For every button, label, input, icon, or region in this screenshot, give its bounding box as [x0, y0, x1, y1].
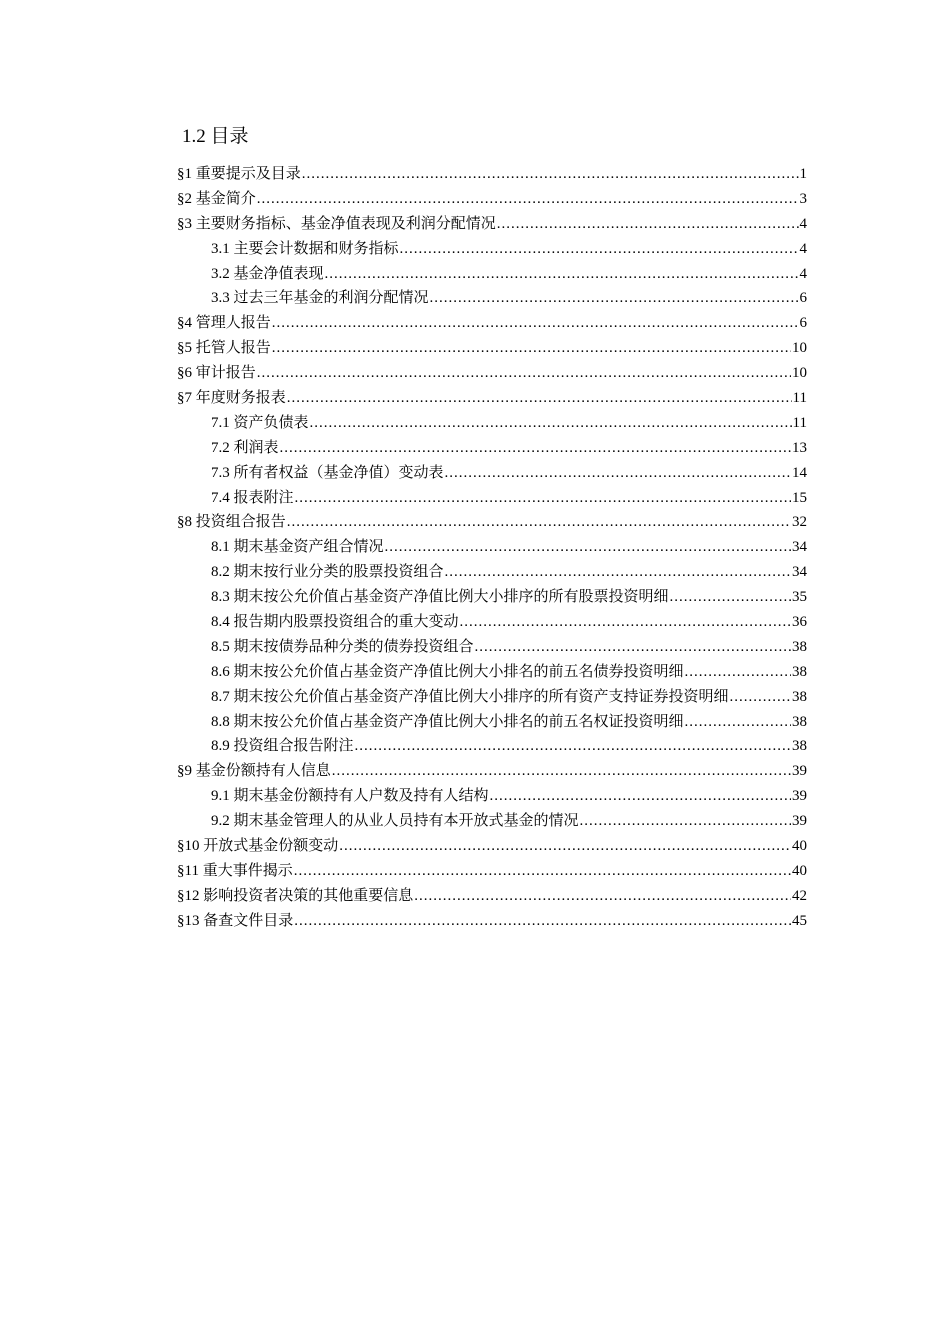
- toc-page-number: 36: [792, 614, 807, 631]
- toc-entry[interactable]: [177, 660, 807, 685]
- toc-entry-label: §12 影响投资者决策的其他重要信息: [177, 887, 414, 904]
- toc-leader-dots: [445, 461, 791, 486]
- toc-page-number: 42: [792, 887, 807, 904]
- toc-leader-dots: [400, 237, 799, 262]
- toc-entry-label: 8.8 期末按公允价值占基金资产净值比例大小排名的前五名权证投资明细: [211, 713, 684, 730]
- toc-entry[interactable]: [177, 610, 807, 635]
- toc-entry[interactable]: [177, 411, 807, 436]
- toc-entry-label: §1 重要提示及目录: [177, 166, 301, 182]
- toc-page-number: 14: [792, 464, 807, 481]
- toc-entry-label: 8.2 期末按行业分类的股票投资组合: [211, 564, 444, 581]
- toc-page-number: 10: [792, 340, 807, 357]
- toc-entry-label: §3 主要财务指标、基金净值表现及利润分配情况: [177, 215, 496, 232]
- toc-leader-dots: [294, 909, 791, 934]
- toc-leader-dots: [355, 734, 791, 759]
- toc-entry[interactable]: [177, 336, 807, 361]
- toc-leader-dots: [685, 660, 791, 685]
- toc-entry[interactable]: [177, 734, 807, 759]
- toc-page-number: 45: [792, 912, 807, 929]
- toc-entry-label: §10 开放式基金份额变动: [177, 838, 339, 855]
- toc-page-number: 34: [792, 539, 807, 556]
- toc-leader-dots: [302, 162, 799, 187]
- toc-page-number: 11: [792, 414, 807, 431]
- toc-leader-dots: [445, 560, 791, 585]
- toc-entry-label: 3.1 主要会计数据和财务指标: [211, 240, 399, 257]
- toc-leader-dots: [670, 585, 791, 610]
- toc-page-number: 40: [792, 838, 807, 855]
- toc-entry[interactable]: [177, 361, 807, 386]
- toc-page-number: 10: [792, 365, 807, 382]
- toc-page-number: 32: [792, 514, 807, 531]
- toc-entry-label: §5 托管人报告: [177, 340, 271, 357]
- toc-leader-dots: [490, 784, 791, 809]
- toc-entry[interactable]: [177, 759, 807, 784]
- toc-leader-dots: [294, 859, 791, 884]
- toc-entry[interactable]: [177, 486, 807, 511]
- toc-entry-label: §7 年度财务报表: [177, 390, 286, 407]
- toc-entry-label: 9.1 期末基金份额持有人户数及持有人结构: [211, 788, 489, 805]
- toc-page-number: 38: [792, 663, 807, 680]
- toc-entry[interactable]: [177, 859, 807, 884]
- toc-entry-label: 7.4 报表附注: [211, 489, 294, 506]
- toc-entry-label: 7.2 利润表: [211, 439, 279, 456]
- toc-page-number: 4: [799, 265, 807, 282]
- toc-entry-label: §9 基金份额持有人信息: [177, 763, 331, 780]
- toc-leader-dots: [339, 834, 791, 859]
- toc-entry-label: §6 审计报告: [177, 365, 256, 382]
- toc-entry[interactable]: [177, 262, 807, 287]
- toc-entry[interactable]: [177, 585, 807, 610]
- toc-entry[interactable]: [177, 237, 807, 262]
- toc-leader-dots: [257, 187, 799, 212]
- toc-entry-label: 3.3 过去三年基金的利润分配情况: [211, 290, 429, 307]
- toc-page-number: 35: [792, 589, 807, 606]
- toc-page-number: 4: [799, 215, 807, 232]
- toc-page-number: 6: [799, 315, 807, 332]
- toc-entry[interactable]: [177, 212, 807, 237]
- toc-entry-label: 8.9 投资组合报告附注: [211, 738, 354, 755]
- toc-page-number: 15: [792, 489, 807, 506]
- toc-page-number: 39: [792, 813, 807, 830]
- toc-leader-dots: [257, 361, 791, 386]
- toc-entry-label: §8 投资组合报告: [177, 514, 286, 531]
- toc-entry[interactable]: [177, 635, 807, 660]
- toc-entry[interactable]: [177, 461, 807, 486]
- toc-page-number: 38: [792, 713, 807, 730]
- toc-leader-dots: [272, 336, 791, 361]
- toc-entry-label: §4 管理人报告: [177, 315, 271, 332]
- toc-page-number: 13: [792, 439, 807, 456]
- toc-leader-dots: [295, 486, 791, 511]
- toc-page-number: 4: [799, 240, 807, 257]
- toc-page-number: 38: [792, 638, 807, 655]
- toc-entry-label: 8.1 期末基金资产组合情况: [211, 539, 384, 556]
- toc-entry-label: 7.1 资产负债表: [211, 414, 309, 431]
- toc-page-number: 39: [792, 788, 807, 805]
- table-of-contents: [177, 162, 807, 934]
- toc-leader-dots: [475, 635, 791, 660]
- toc-entry-label: 8.4 报告期内股票投资组合的重大变动: [211, 614, 459, 631]
- toc-leader-dots: [287, 386, 792, 411]
- toc-entry[interactable]: [177, 784, 807, 809]
- toc-page-number: 1: [799, 166, 807, 182]
- toc-leader-dots: [430, 286, 799, 311]
- toc-leader-dots: [730, 685, 791, 710]
- toc-entry[interactable]: [177, 436, 807, 461]
- toc-leader-dots: [685, 710, 791, 735]
- toc-leader-dots: [272, 311, 799, 336]
- toc-entry-label: §11 重大事件揭示: [177, 862, 293, 879]
- toc-entry-label: 8.6 期末按公允价值占基金资产净值比例大小排名的前五名债券投资明细: [211, 663, 684, 680]
- toc-leader-dots: [310, 411, 792, 436]
- toc-page-number: 38: [792, 738, 807, 755]
- toc-entry[interactable]: [177, 685, 807, 710]
- toc-entry-label: 8.3 期末按公允价值占基金资产净值比例大小排序的所有股票投资明细: [211, 589, 669, 606]
- toc-leader-dots: [325, 262, 799, 287]
- toc-entry[interactable]: [177, 560, 807, 585]
- toc-entry[interactable]: [177, 386, 807, 411]
- toc-page-number: 38: [792, 688, 807, 705]
- toc-leader-dots: [385, 535, 791, 560]
- toc-entry[interactable]: [177, 710, 807, 735]
- toc-page-number: 11: [792, 390, 807, 407]
- toc-entry[interactable]: [177, 510, 807, 535]
- toc-leader-dots: [497, 212, 799, 237]
- toc-leader-dots: [332, 759, 791, 784]
- toc-leader-dots: [580, 809, 791, 834]
- toc-entry-label: 9.2 期末基金管理人的从业人员持有本开放式基金的情况: [211, 813, 579, 830]
- toc-page-number: 6: [799, 290, 807, 307]
- toc-entry-label: §13 备查文件目录: [177, 912, 294, 929]
- toc-entry[interactable]: [177, 286, 807, 311]
- toc-leader-dots: [414, 884, 791, 909]
- toc-heading: 1.2 目录: [182, 126, 249, 147]
- toc-entry[interactable]: [177, 535, 807, 560]
- toc-page-number: 3: [799, 190, 807, 207]
- toc-page-number: 40: [792, 862, 807, 879]
- toc-entry-label: 7.3 所有者权益（基金净值）变动表: [211, 464, 444, 481]
- toc-entry-label: 8.7 期末按公允价值占基金资产净值比例大小排序的所有资产支持证券投资明细: [211, 688, 729, 705]
- toc-entry[interactable]: [177, 187, 807, 212]
- toc-entry-label: §2 基金简介: [177, 190, 256, 207]
- toc-leader-dots: [280, 436, 791, 461]
- toc-entry[interactable]: [177, 884, 807, 909]
- toc-page-number: 39: [792, 763, 807, 780]
- toc-entry[interactable]: [177, 909, 807, 934]
- toc-entry[interactable]: [177, 162, 807, 187]
- toc-page-number: 34: [792, 564, 807, 581]
- toc-leader-dots: [460, 610, 791, 635]
- toc-entry[interactable]: [177, 311, 807, 336]
- toc-entry[interactable]: [177, 834, 807, 859]
- toc-entry[interactable]: [177, 809, 807, 834]
- toc-leader-dots: [287, 510, 791, 535]
- toc-entry-label: 8.5 期末按债券品种分类的债券投资组合: [211, 638, 474, 655]
- toc-entry-label: 3.2 基金净值表现: [211, 265, 324, 282]
